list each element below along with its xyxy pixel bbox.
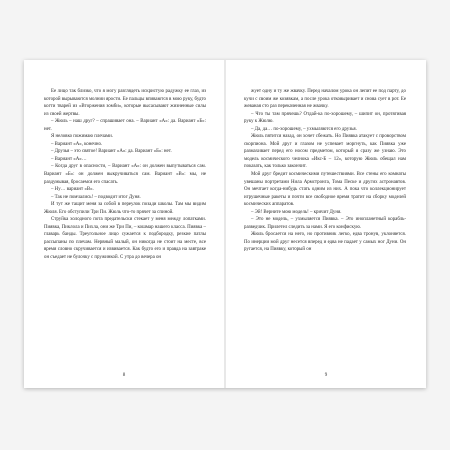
paragraph: Жюль бросается на него, но противник легко, едва тронув, уклоняется. По инерции мой друг несется вперед и едва не падает у самых ног Дуни. Он ругается, на Пиявку, который он bbox=[244, 232, 406, 253]
paragraph: – Да, да… по-хорошему, – ухмыляются его друзья. bbox=[251, 126, 357, 132]
page-number-right: 9 bbox=[324, 373, 328, 378]
paragraph: Струйка холодного пота предательски стекает у меня между лопатками. Пиявка, Пиклола и Пихла, они же Три Пи, – кошмар нашего класса. Пиявка – главарь банды. Треугольное лицо сужается к подбородку, резкие патлы рассыпаны по плечам. Нервный малый, он никогда не стоит на месте, все время словно скручивается и извивается. Как будто его и правда на завтраке он съедает не булочку с пружинкой. С утра до вечера он bbox=[44, 217, 206, 261]
paragraph: – Вариант «А», конечно. bbox=[51, 141, 103, 147]
paragraph: – Друзья – это святое! Вариант «А»: да. Вариант «Б»: нет. bbox=[51, 149, 172, 155]
paragraph: Ее лицо так близко, что я могу разглядеть искристую радужку ее глаз, из которой вырываются молнии ярости. Ее пальцы впиваются в мою руку, будто когти тварей из «Вторжения зомби», которые высасывают жизненные силы из своей жертвы. bbox=[44, 89, 206, 117]
paragraph: – Что ты там прячешь? Отдай-ка по-хорошему, – шипит он, протягивая руку к Жюлю. bbox=[244, 111, 406, 125]
paragraph: – Ну… вариант «В». bbox=[51, 187, 94, 193]
left-page-text bbox=[44, 88, 206, 262]
paragraph: – Эй! Верните мою модель! – кричит Дуня. bbox=[251, 209, 342, 215]
paragraph: – Вариант «А»… bbox=[51, 156, 87, 162]
book-spread bbox=[24, 60, 426, 388]
paragraph: И тут же тащит меня за собой в переулок позади школы. Там мы видим Жюля. Его обступили Три Пи. Жюль что-то прячет за спиной. bbox=[44, 202, 206, 215]
left-page bbox=[24, 60, 224, 388]
paragraph: – Когда друг в опасности, – Вариант «А»: он должен выпутываться сам. Вариант «Б»: он должен выкручиваться сам. Вариант «В»: мы, не раздумывая, бросаемся его спасать. bbox=[44, 164, 206, 185]
right-page bbox=[226, 60, 426, 388]
right-page-text bbox=[244, 88, 406, 254]
paragraph: Мой друг бредит космическими путешествиями. Все стены его комнаты увешаны портретами Нила Армстронга, Тома Песке и других астронавтов. Он мечтает когда-нибудь стать одним из них. А пока что коллекционирует игрушечные ракеты и почти все свободное время тратит на сборку моделей космических аппаратов. bbox=[244, 172, 406, 208]
page-number-left: 8 bbox=[122, 373, 126, 378]
paragraph: Жюль пятится назад, он хочет сбежать. Но Пиявка атакует с проворством скорпиона. Мой друг и глазом не успевает моргнуть, как Пиявка уже размахивает перед его носом предметом, который я сразу же узнаю. Это модель космического челнока «Икс-Б – 12», которую Жюль обещал нам показать, как только закончит. bbox=[244, 134, 406, 170]
paragraph: – Так не помчались! – подводит итог Дуня. bbox=[51, 194, 141, 200]
paragraph: Я неловко пожимаю плечами. bbox=[51, 134, 113, 140]
paragraph: – Это не модель, – ухмыляется Пиявка. – Это инопланетный корабль-разведчик. Прилетел следить за нами. Я его конфискую. bbox=[244, 217, 406, 230]
paragraph: жует одну и ту же жвачку. Перед началом урока он лепит ее под парту, до кучи с своим же козявкам, а после урока отковыривает и снова сует в рот. Ее жеваная сто раз перекаченная не жвачку. bbox=[244, 89, 406, 110]
paragraph: – Жюль – наш друг? – спрашивает она. – Вариант «А»: да. Вариант «Б»: нет. bbox=[44, 119, 206, 132]
